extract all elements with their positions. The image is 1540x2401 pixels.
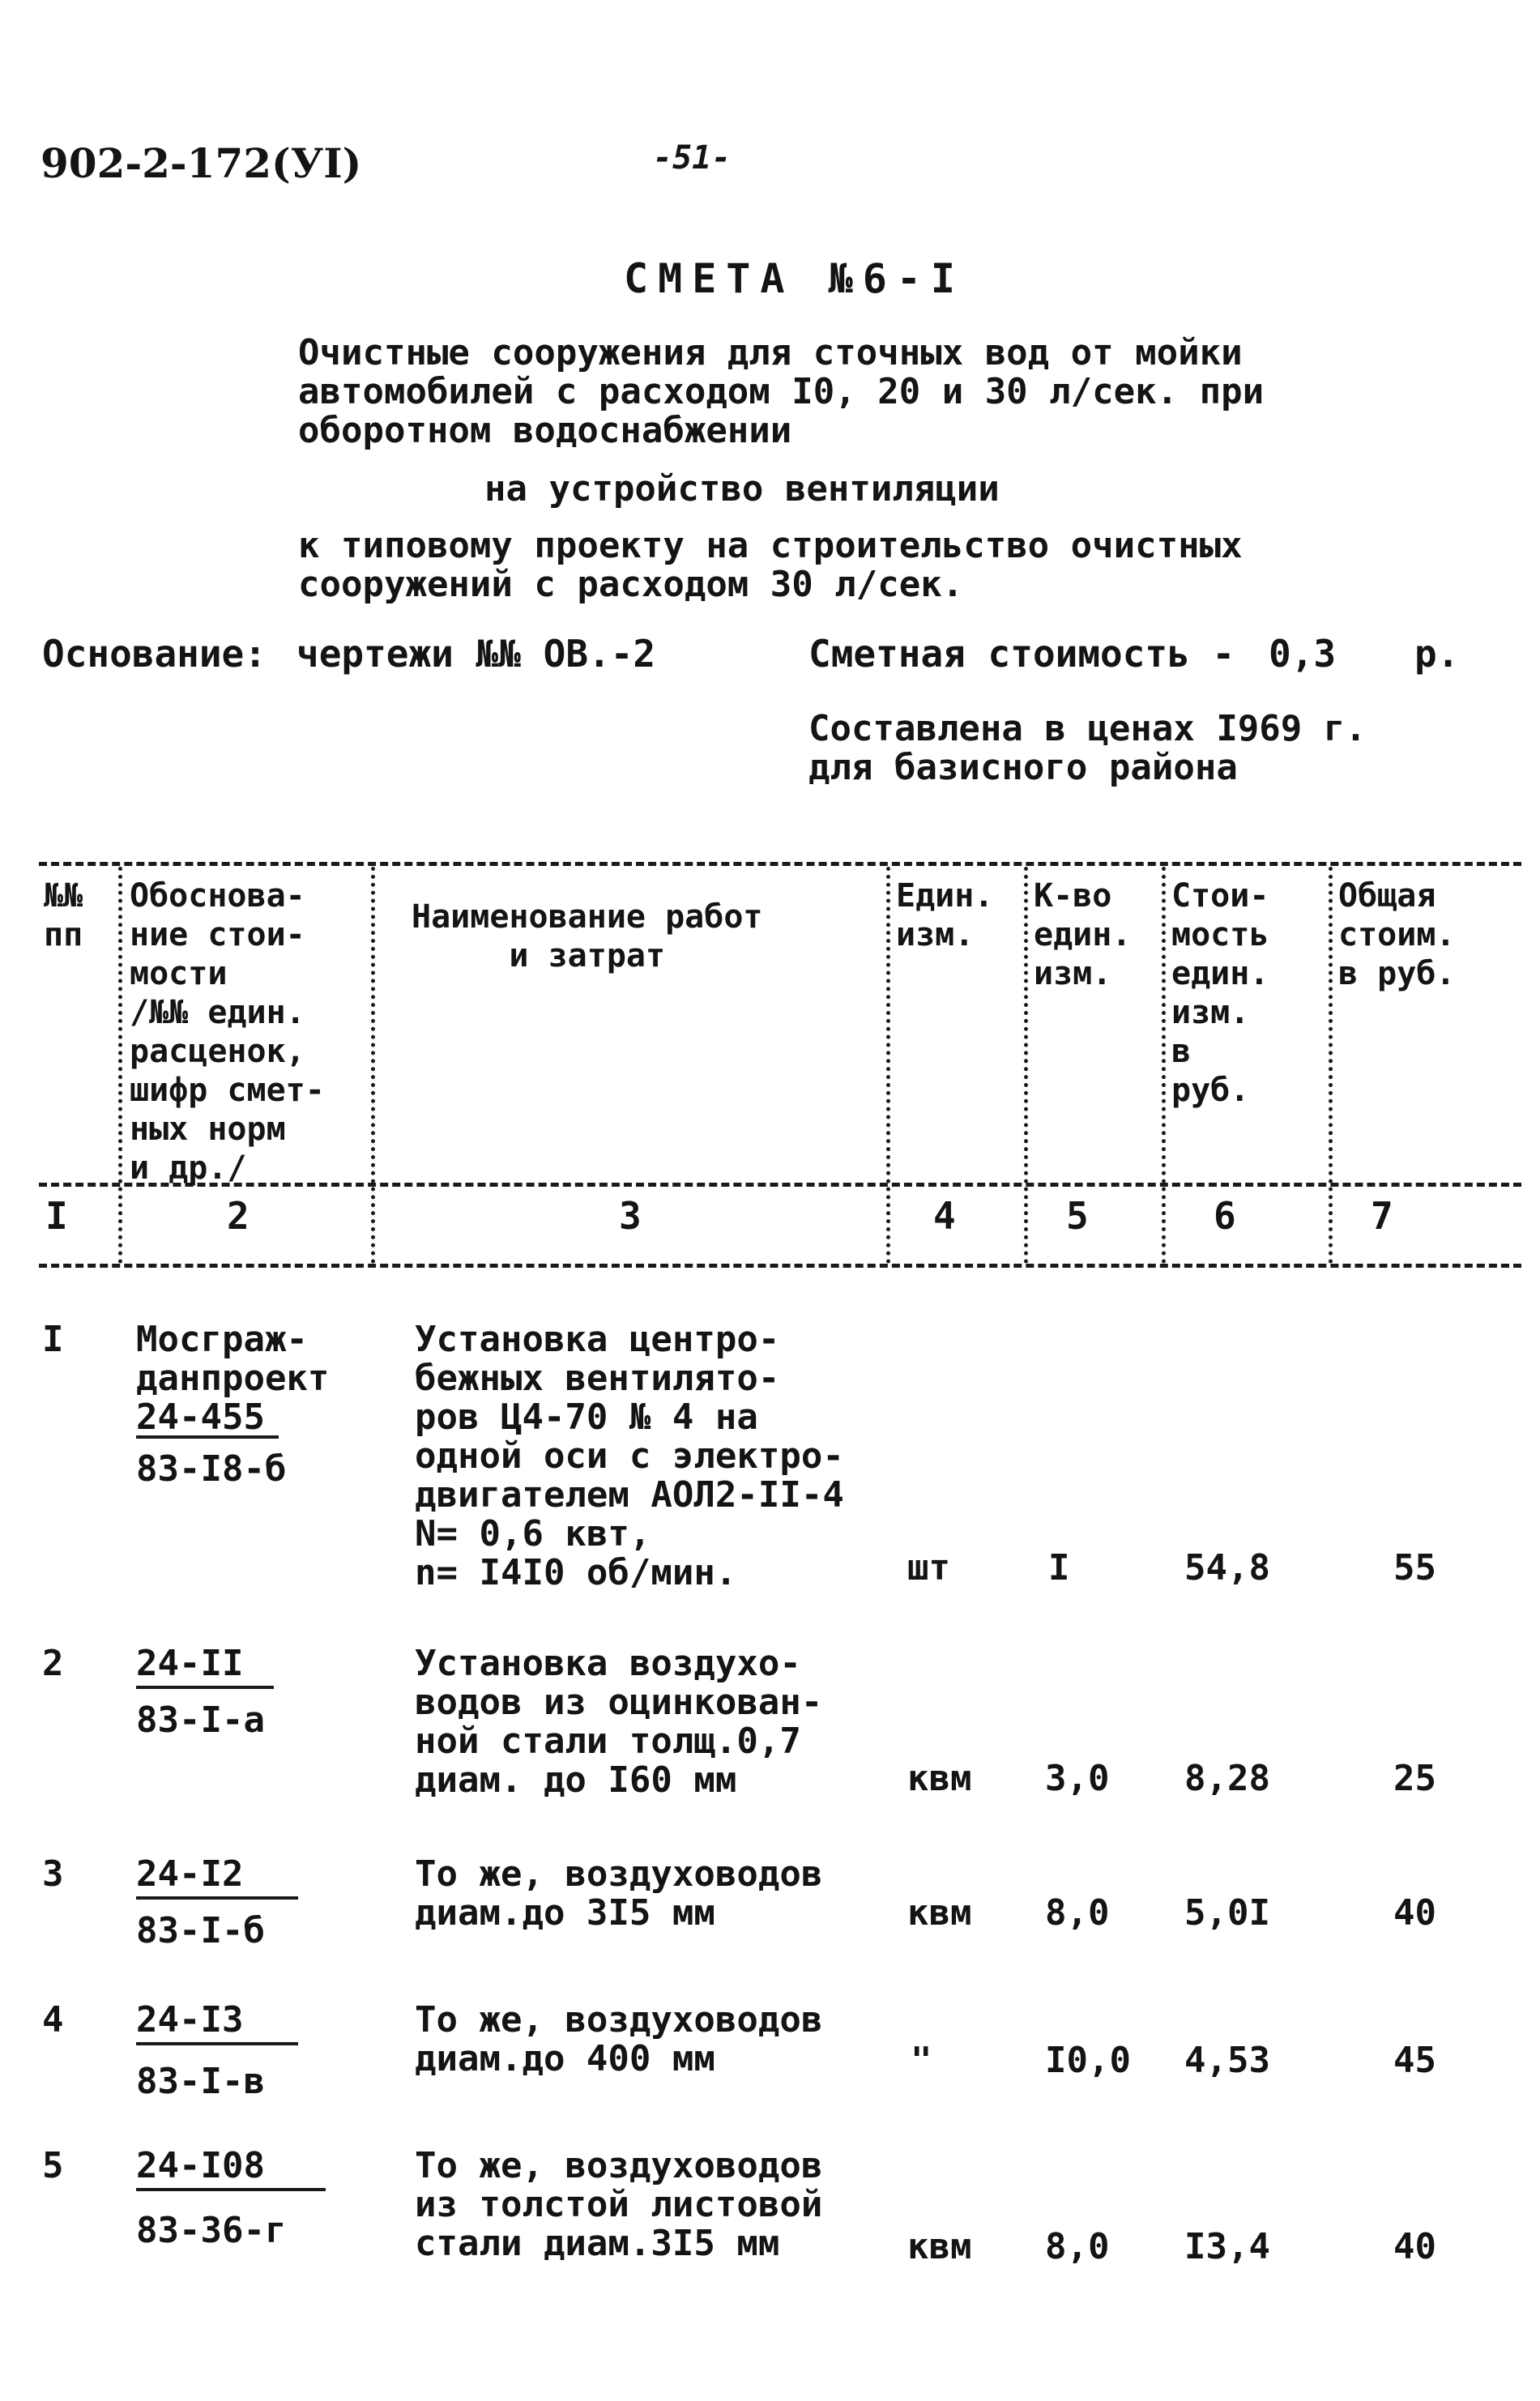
column-divider-2	[371, 867, 375, 1264]
row-1-total: 55	[1393, 1547, 1436, 1589]
header-work-name: Наименование работ и затрат	[412, 898, 763, 974]
table-colnum-rule	[39, 1264, 1521, 1268]
row-2-ref-top: 24-II	[136, 1643, 274, 1689]
table-top-rule	[39, 862, 1521, 866]
row-3-number: 3	[42, 1853, 64, 1895]
column-number-6: 6	[1214, 1194, 1236, 1238]
row-5-number: 5	[42, 2145, 64, 2186]
row-5-work-name: То же, воздуховодов из толстой листовой стали диам.3I5 мм	[415, 2145, 823, 2264]
column-number-3: 3	[619, 1194, 642, 1238]
column-number-4: 4	[933, 1194, 956, 1238]
row-4-ref-bottom: 83-I-в	[136, 2061, 265, 2102]
subtitle-line-2: автомобилей с расходом I0, 20 и 30 л/сек. при	[298, 371, 1265, 412]
basis-label: Основание:	[42, 632, 267, 676]
row-1-ref-top: Мосграж- данпроект 24-455	[136, 1319, 330, 1438]
row-5-unit: квм	[907, 2226, 972, 2267]
header-unit: Един. изм.	[896, 877, 994, 953]
row-2-total: 25	[1393, 1758, 1436, 1799]
subtitle-line-1: Очистные сооружения для сточных вод от мойки	[298, 332, 1243, 373]
column-divider-5	[1162, 867, 1166, 1264]
row-3-total: 40	[1393, 1892, 1436, 1934]
row-5-ref-bottom: 83-36-г	[136, 2210, 287, 2251]
header-quantity: К-во един. изм.	[1034, 877, 1132, 992]
row-2-unit-price: 8,28	[1184, 1758, 1270, 1799]
column-divider-1	[118, 867, 122, 1264]
row-4-quantity: I0,0	[1045, 2040, 1131, 2081]
row-5-total: 40	[1393, 2226, 1436, 2267]
column-number-7: 7	[1371, 1194, 1393, 1238]
estimated-cost-unit: р.	[1414, 632, 1460, 676]
row-3-unit: квм	[907, 1892, 972, 1934]
row-1-work-name: Установка центро- бежных вентилято- ров Ц4-70 № 4 на одной оси с электро- двигателем АОЛ2-II-4 N= 0,6 квт, n= I4I0 об/мин.	[415, 1319, 844, 1593]
estimated-cost-label: Сметная стоимость -	[808, 632, 1235, 676]
row-5-unit-price: I3,4	[1184, 2226, 1270, 2267]
row-1-ref-divider	[136, 1435, 279, 1439]
header-row-number: №№ пп	[44, 877, 83, 953]
row-5-ref-top: 24-I08	[136, 2145, 326, 2191]
prices-line-1: Составлена в ценах I969 г.	[808, 708, 1367, 749]
row-4-unit: "	[911, 2040, 932, 2081]
estimated-cost-value: 0,3	[1269, 632, 1337, 676]
row-3-quantity: 8,0	[1045, 1892, 1110, 1934]
column-number-5: 5	[1066, 1194, 1089, 1238]
row-3-unit-price: 5,0I	[1184, 1892, 1270, 1934]
row-4-number: 4	[42, 1999, 64, 2041]
row-3-ref-bottom: 83-I-б	[136, 1910, 265, 1951]
row-1-unit: шт	[907, 1547, 950, 1589]
row-1-quantity: I	[1048, 1547, 1070, 1589]
row-2-ref-bottom: 83-I-а	[136, 1699, 265, 1741]
header-justification: Обоснова- ние стои- мости /№№ един. расценок, шифр смет- ных норм и др./	[130, 877, 325, 1187]
row-2-number: 2	[42, 1643, 64, 1684]
row-1-ref-bottom: 83-I8-б	[136, 1448, 287, 1490]
row-4-total: 45	[1393, 2040, 1436, 2081]
row-3-ref-top: 24-I2	[136, 1853, 298, 1900]
document-code: 902-2-172(УI)	[41, 139, 362, 187]
row-4-work-name: То же, воздуховодов диам.до 400 мм	[415, 1999, 823, 2079]
column-number-1: I	[45, 1194, 68, 1238]
row-1-unit-price: 54,8	[1184, 1547, 1270, 1589]
project-line-1: к типовому проекту на строительство очистных	[298, 525, 1243, 566]
column-divider-6	[1329, 867, 1333, 1264]
row-3-work-name: То же, воздуховодов диам.до 3I5 мм	[415, 1853, 823, 1934]
basis-value: чертежи №№ ОВ.-2	[296, 632, 656, 676]
column-divider-3	[886, 867, 890, 1264]
row-2-work-name: Установка воздухо- водов из оцинкован- ной стали толщ.0,7 диам. до I60 мм	[415, 1643, 823, 1801]
column-divider-4	[1024, 867, 1028, 1264]
header-total: Общая стоим. в руб.	[1338, 877, 1456, 992]
page-number: -51-	[653, 139, 732, 177]
column-number-2: 2	[227, 1194, 250, 1238]
row-1-number: I	[42, 1319, 64, 1360]
header-unit-price: Стои- мость един. изм. в руб.	[1171, 877, 1269, 1109]
project-line-2: сооружений с расходом 30 л/сек.	[298, 564, 964, 605]
row-2-unit: квм	[907, 1758, 972, 1799]
row-4-ref-top: 24-I3	[136, 1999, 298, 2045]
purpose-line: на устройство вентиляции	[484, 468, 1000, 510]
row-4-unit-price: 4,53	[1184, 2040, 1270, 2081]
subtitle-line-3: оборотном водоснабжении	[298, 410, 792, 451]
row-5-quantity: 8,0	[1045, 2226, 1110, 2267]
document-title: СМЕТА №6-I	[624, 255, 966, 302]
row-2-quantity: 3,0	[1045, 1758, 1110, 1799]
prices-line-2: для базисного района	[808, 747, 1238, 788]
